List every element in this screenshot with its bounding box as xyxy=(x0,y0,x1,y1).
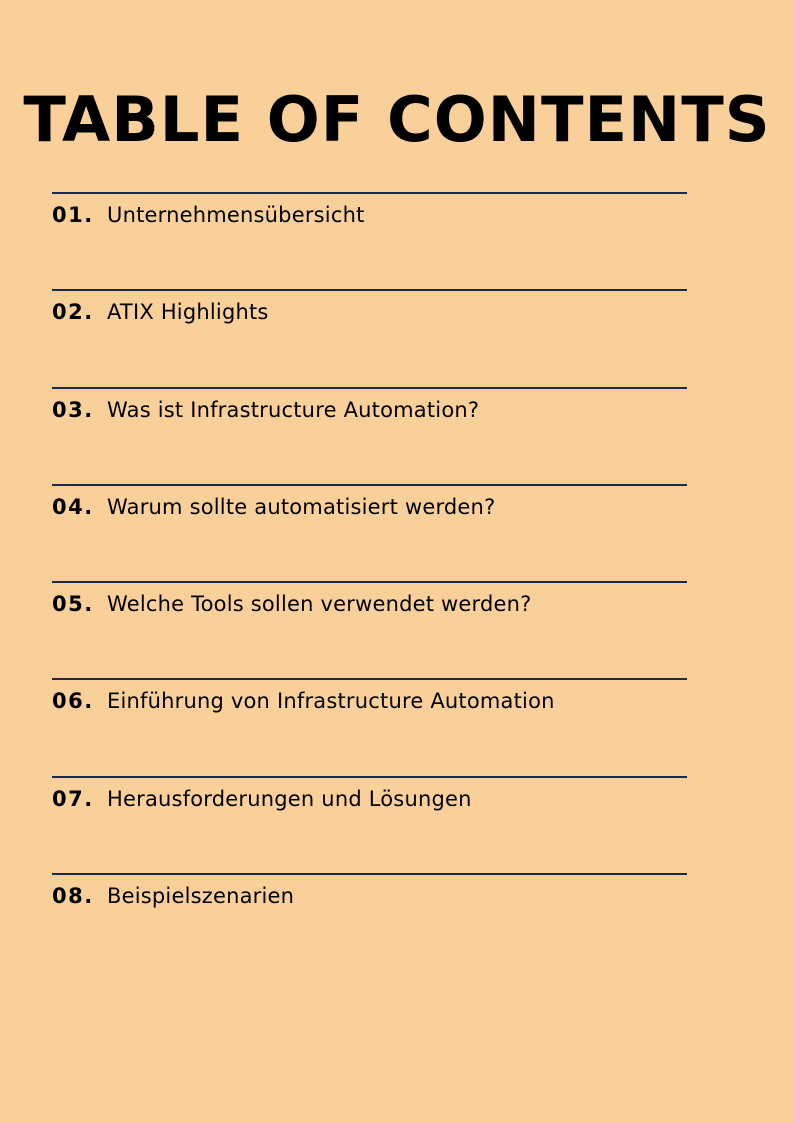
toc-label: Beispielszenarien xyxy=(107,884,295,909)
toc-label: Was ist Infrastructure Automation? xyxy=(107,397,480,422)
toc-number: 02. xyxy=(52,300,94,325)
toc-row xyxy=(52,787,472,811)
toc-number: 07. xyxy=(52,786,94,811)
toc-row xyxy=(52,398,479,422)
toc-item-5[interactable] xyxy=(52,581,687,678)
toc-row xyxy=(52,495,495,519)
toc-row xyxy=(52,203,365,227)
toc-label: Welche Tools sollen verwendet werden? xyxy=(107,592,532,617)
toc-number: 04. xyxy=(52,494,94,519)
toc-row xyxy=(52,300,269,324)
toc-row xyxy=(52,592,532,616)
toc-item-1[interactable] xyxy=(52,192,687,289)
toc-label: Unternehmensübersicht xyxy=(107,203,365,227)
toc-row xyxy=(52,884,294,908)
toc-number: 08. xyxy=(52,884,94,909)
toc-item-4[interactable] xyxy=(52,484,687,581)
toc-number: 03. xyxy=(52,397,94,422)
page-title: TABLE OF CONTENTS xyxy=(23,82,771,156)
toc-number: 01. xyxy=(52,203,94,227)
toc-item-2[interactable] xyxy=(52,289,687,386)
toc-item-6[interactable] xyxy=(52,678,687,775)
toc-number: 05. xyxy=(52,592,94,617)
toc-item-7[interactable] xyxy=(52,776,687,873)
toc-item-3[interactable] xyxy=(52,387,687,484)
table-of-contents xyxy=(52,192,687,970)
toc-number: 06. xyxy=(52,689,94,714)
toc-label: Einführung von Infrastructure Automation xyxy=(107,689,555,714)
toc-label: ATIX Highlights xyxy=(107,300,269,325)
toc-label: Herausforderungen und Lösungen xyxy=(107,786,472,811)
toc-row xyxy=(52,689,555,713)
toc-item-8[interactable] xyxy=(52,873,687,970)
toc-label: Warum sollte automatisiert werden? xyxy=(107,494,496,519)
